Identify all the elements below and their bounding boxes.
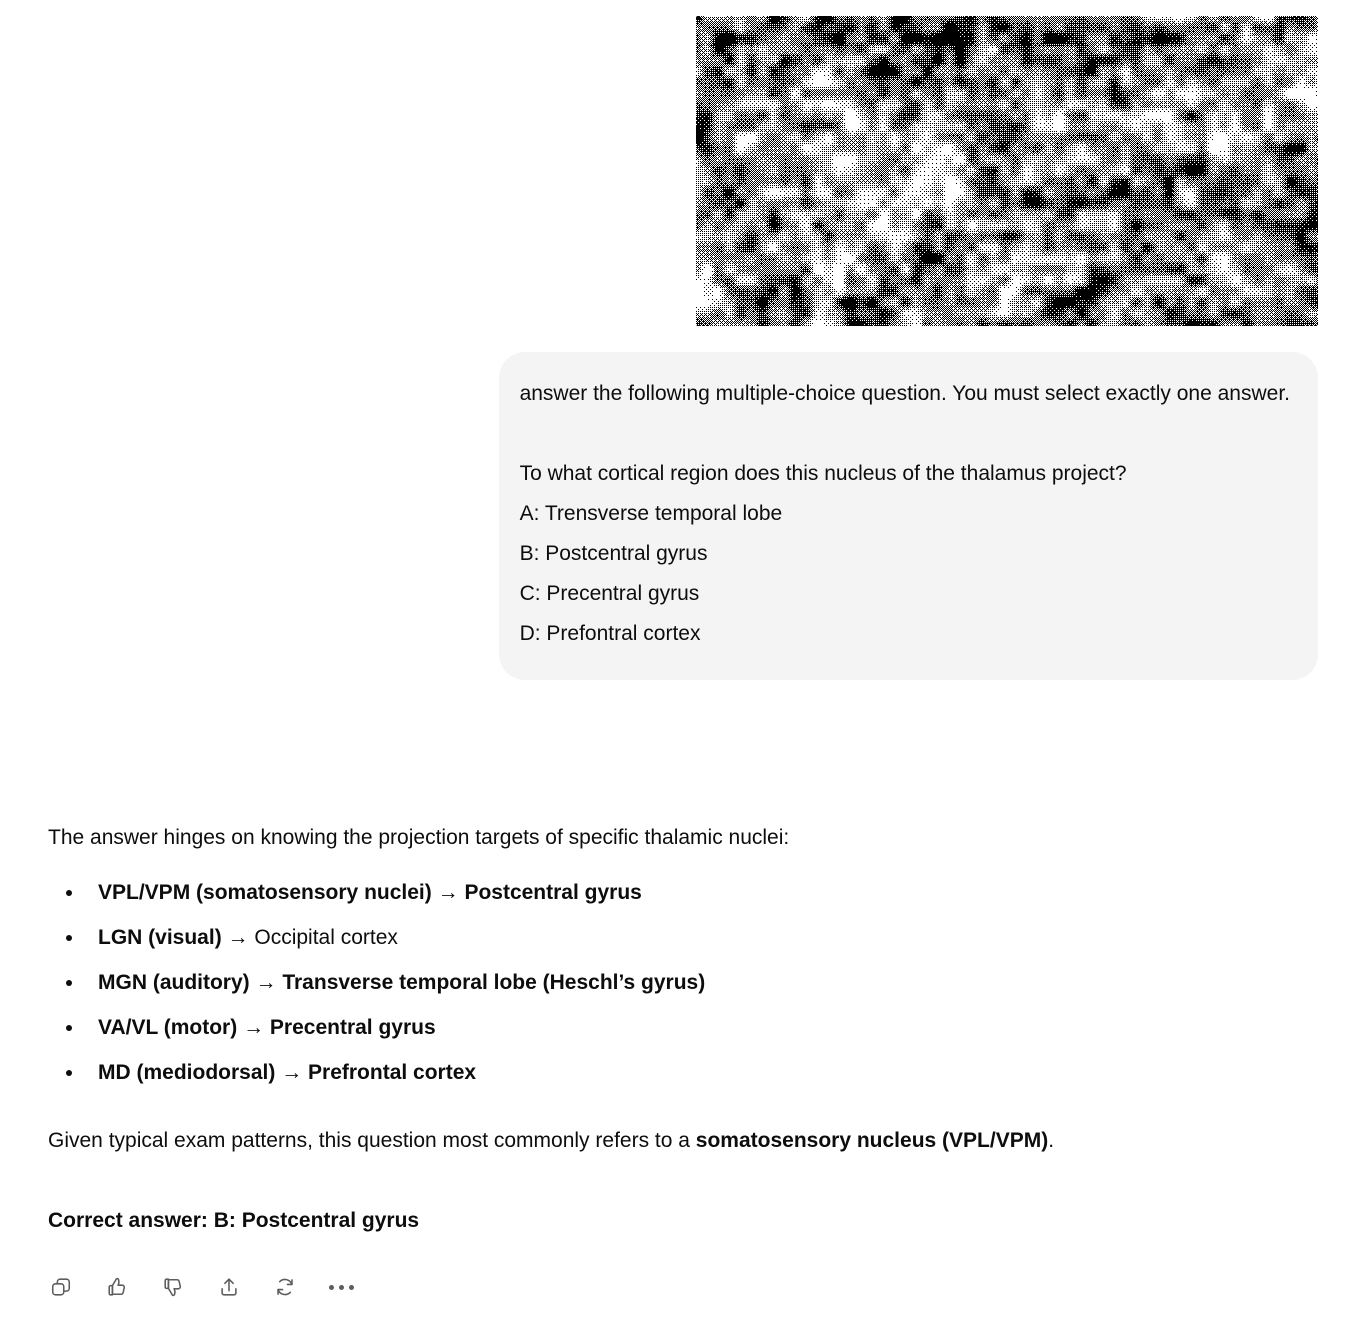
arrow-icon: → — [227, 926, 249, 949]
cortical-target: Prefrontal cortex — [308, 1061, 477, 1084]
conclusion-suffix: . — [1048, 1129, 1055, 1152]
cortical-target: Transverse temporal lobe (Heschl’s gyrus) — [282, 971, 706, 994]
list-item — [48, 915, 1288, 960]
list-item — [48, 1005, 1288, 1050]
nucleus-name: VPL/VPM (somatosensory nuclei) — [98, 881, 432, 904]
arrow-icon: → — [255, 971, 277, 994]
assistant-message-turn — [48, 818, 1288, 1237]
thumbs-down-button[interactable] — [158, 1272, 188, 1302]
copy-button[interactable] — [46, 1272, 76, 1302]
thumbs-up-button[interactable] — [102, 1272, 132, 1302]
arrow-icon: → — [281, 1061, 303, 1084]
option-c: C: Precentral gyrus — [519, 582, 700, 605]
user-instruction-text: answer the following multiple-choice question. You must select exactly one answer. — [519, 382, 1290, 405]
nucleus-name: MD (mediodorsal) — [98, 1061, 276, 1084]
arrow-icon: → — [243, 1016, 265, 1039]
thumbs-up-icon — [106, 1276, 128, 1298]
nucleus-name: LGN (visual) — [98, 926, 222, 949]
bullet-dot-icon — [66, 1025, 72, 1031]
bullet-dot-icon — [66, 890, 72, 896]
assistant-intro-text: The answer hinges on knowing the projection targets of specific thalamic nuclei: — [48, 826, 790, 849]
option-a: A: Trensverse temporal lobe — [519, 502, 783, 525]
bullet-dot-icon — [66, 1070, 72, 1076]
message-action-bar — [46, 1272, 356, 1302]
list-item — [48, 870, 1288, 915]
more-options-icon — [329, 1285, 354, 1290]
nucleus-name: VA/VL (motor) — [98, 1016, 238, 1039]
regenerate-button[interactable] — [270, 1272, 300, 1302]
conclusion-prefix: Given typical exam patterns, this question most commonly refers to a — [48, 1129, 696, 1152]
histology-image-canvas — [696, 16, 1318, 326]
cortical-target: Postcentral gyrus — [464, 881, 642, 904]
thumbs-down-icon — [162, 1276, 184, 1298]
copy-icon — [50, 1276, 72, 1298]
user-message-bubble — [499, 352, 1318, 680]
cortical-target: Occipital cortex — [254, 926, 398, 949]
bullet-dot-icon — [66, 935, 72, 941]
correct-answer-line: Correct answer: B: Postcentral gyrus — [48, 1209, 420, 1232]
list-item — [48, 1050, 1288, 1095]
regenerate-icon — [274, 1276, 296, 1298]
attached-histology-image[interactable] — [696, 16, 1318, 326]
list-item — [48, 960, 1288, 1005]
thalamic-nuclei-list — [48, 870, 1288, 1095]
more-options-button[interactable] — [326, 1272, 356, 1302]
bullet-dot-icon — [66, 980, 72, 986]
cortical-target: Precentral gyrus — [269, 1016, 436, 1039]
question-text: To what cortical region does this nucleus of the thalamus project? — [519, 462, 1127, 485]
share-button[interactable] — [214, 1272, 244, 1302]
option-b: B: Postcentral gyrus — [519, 542, 708, 565]
conclusion-emphasis: somatosensory nucleus (VPL/VPM) — [695, 1129, 1049, 1152]
assistant-conclusion-text — [48, 1117, 1263, 1165]
nucleus-name: MGN (auditory) — [98, 971, 250, 994]
option-d: D: Prefontral cortex — [519, 622, 701, 645]
paragraph-spacer — [520, 414, 1290, 454]
arrow-icon: → — [437, 881, 459, 904]
share-icon — [218, 1276, 240, 1298]
